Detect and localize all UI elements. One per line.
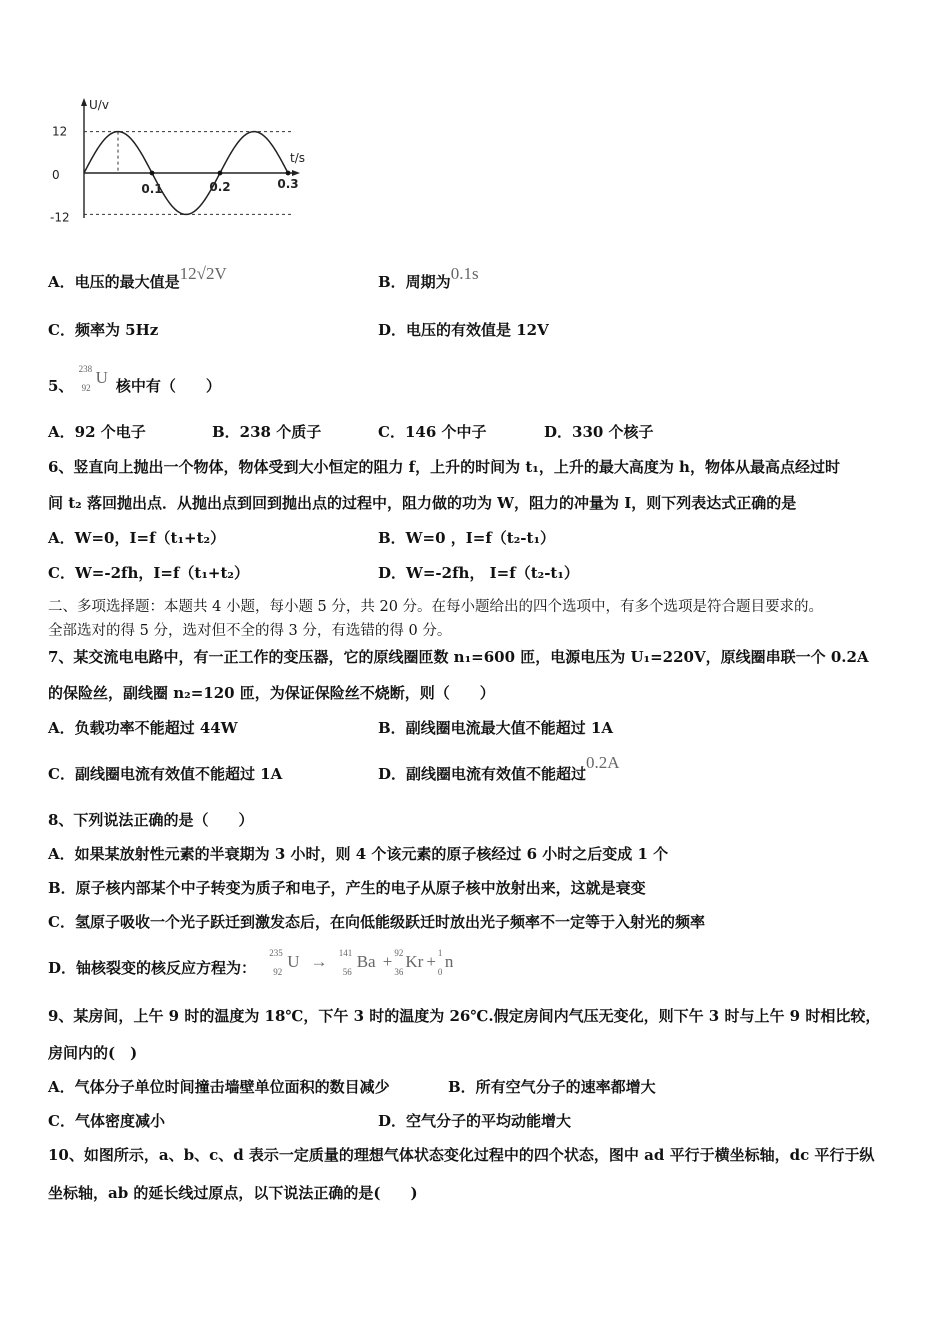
- q9-option-a: A．气体分子单位时间撞击墙壁单位面积的数目减少: [48, 1078, 390, 1096]
- q9-option-d: D．空气分子的平均动能增大: [378, 1112, 572, 1130]
- neutron: [436, 948, 456, 977]
- fission-equation: [269, 948, 456, 977]
- kr92-mass: 92: [394, 948, 404, 958]
- ba141-charge: 56: [342, 967, 352, 977]
- ba141-mass: 141: [338, 948, 353, 958]
- q5-option-b: B．238 个质子: [212, 423, 322, 441]
- u235-charge: 92: [273, 967, 283, 977]
- q7-stem-line2: 的保险丝，副线圈 n₂=120 匝，为保证保险丝不烧断，则（ ）: [48, 684, 495, 702]
- q10-stem-line1: 10、如图所示，a、b、c、d 表示一定质量的理想气体状态变化过程中的四个状态，图中 ad 平行于横坐标轴，dc 平行于纵: [48, 1146, 875, 1164]
- q5-atomic-number: 92: [81, 383, 91, 393]
- q6-stem-line1: 6、竖直向上抛出一个物体，物体受到大小恒定的阻力 f，上升的时间为 t₁，上升的最大高度为 h，物体从最高点经过时: [48, 458, 840, 476]
- y-axis-label: U/v: [89, 98, 109, 112]
- q8-stem: 8、下列说法正确的是（ ）: [48, 811, 254, 829]
- nuclide-ba141: [338, 948, 383, 977]
- q5-stem: [48, 364, 221, 396]
- u235-symbol: U: [287, 952, 300, 971]
- q9-option-b: B．所有空气分子的速率都增大: [448, 1078, 656, 1096]
- q7-option-d: [378, 753, 620, 784]
- x-tick-label-0.2: 0.2: [209, 180, 231, 194]
- u235-mass: 235: [269, 948, 283, 958]
- q6-option-d: D．W=-2fh， I=f（t₂-t₁）: [378, 564, 579, 582]
- q5-option-a: A．92 个电子: [48, 423, 146, 441]
- graph-axes: [81, 98, 300, 218]
- q8-option-c: C．氢原子吸收一个光子跃迁到激发态后，在向低能级跃迁时放出光子频率不一定等于入射光的频率: [48, 913, 705, 931]
- q6-option-a: A．W=0，I=f（t₁+t₂）: [48, 529, 226, 547]
- neutron-mass: 1: [437, 948, 443, 958]
- q6-stem-line2: 间 t₂ 落回抛出点．从抛出点到回到抛出点的过程中，阻力做的功为 W，阻力的冲量为 I，则下列表达式正确的是: [48, 494, 797, 512]
- q9-stem-line2: 房间内的( ): [48, 1044, 138, 1062]
- y-tick-label-0: 0: [52, 168, 60, 182]
- kr92-charge: 36: [394, 967, 404, 977]
- reaction-arrow: →: [310, 952, 328, 971]
- q4-option-a: [48, 264, 227, 292]
- q5-mass-number: 238: [78, 364, 93, 374]
- neutron-symbol: n: [444, 952, 454, 971]
- zero-crossing-point-2: [218, 171, 223, 176]
- q8-option-b: B．原子核内部某个中子转变为质子和电子，产生的电子从原子核中放射出来，这就是衰变: [48, 879, 646, 897]
- kr92-symbol: Kr: [405, 952, 424, 971]
- nuclide-kr92: [392, 948, 426, 977]
- q5-option-d: D．330 个核子: [544, 423, 654, 441]
- voltage-time-graph: [48, 98, 318, 233]
- q10-stem-line2: 坐标轴，ab 的延长线过原点，以下说法正确的是( ): [48, 1184, 418, 1202]
- q8-option-d: [48, 948, 456, 978]
- x-tick-label-0.1: 0.1: [141, 182, 163, 196]
- q5-stem-text: 核中有（ ）: [115, 377, 221, 395]
- q6-option-b: B．W=0 ，I=f（t₂-t₁）: [378, 529, 556, 547]
- ba141-symbol: Ba: [356, 952, 376, 971]
- plus-sign-2: +: [426, 952, 436, 971]
- q4-option-b-value: 0.1s: [450, 264, 479, 283]
- q4-option-b: [378, 264, 479, 292]
- q6-option-c: C．W=-2fh，I=f（t₁+t₂）: [48, 564, 249, 582]
- zero-crossing-point-3: [286, 171, 291, 176]
- q7-option-d-label: D．副线圈电流有效值不能超过: [378, 765, 587, 783]
- q4-option-c: C．频率为 5Hz: [48, 321, 159, 339]
- q9-stem-line1: 9、某房间，上午 9 时的温度为 18℃，下午 3 时的温度为 26℃.假定房间内气压无变化，则下午 3 时与上午 9 时相比较，: [48, 1007, 881, 1025]
- q8-option-d-label: D．铀核裂变的核反应方程为：: [48, 959, 257, 977]
- q7-option-c: C．副线圈电流有效值不能超过 1A: [48, 765, 283, 783]
- x-axis-arrow: [292, 170, 300, 176]
- q8-option-a: A．如果某放射性元素的半衰期为 3 小时，则 4 个该元素的原子核经过 6 小时之后变成 1 个: [48, 845, 669, 863]
- nuclide-u235: [269, 948, 303, 977]
- plus-sign-1: +: [382, 952, 393, 971]
- q5-option-c: C．146 个中子: [378, 423, 487, 441]
- q7-option-b: B．副线圈电流最大值不能超过 1A: [378, 719, 613, 737]
- section2-header-line1: 二、多项选择题：本题共 4 小题，每小题 5 分，共 20 分。在每小题给出的四个选项中，有多个选项是符合题目要求的。: [48, 599, 824, 615]
- y-tick-label--12: -12: [50, 210, 70, 225]
- q4-option-d: D．电压的有效值是 12V: [378, 321, 549, 339]
- q4-option-a-label: A．电压的最大值是: [48, 273, 180, 291]
- neutron-charge: 0: [437, 967, 443, 977]
- q9-option-c: C．气体密度减小: [48, 1112, 165, 1130]
- y-tick-label-12: 12: [52, 124, 68, 139]
- q5-number: 5、: [48, 377, 74, 395]
- x-tick-label-0.3: 0.3: [277, 177, 299, 191]
- x-axis-label: t/s: [290, 151, 305, 165]
- q7-option-a: A．负载功率不能超过 44W: [48, 719, 238, 737]
- q5-uranium-nuclide: [78, 364, 111, 393]
- section2-header-line2: 全部选对的得 5 分，选对但不全的得 3 分，有选错的得 0 分。: [48, 623, 452, 639]
- graph-marks: [50, 98, 305, 224]
- q4-option-b-label: B．周期为: [378, 273, 451, 291]
- y-axis-arrow: [81, 98, 87, 106]
- q5-symbol: U: [95, 368, 108, 387]
- zero-crossing-point-1: [150, 171, 155, 176]
- q7-stem-line1: 7、某交流电电路中，有一正工作的变压器，它的原线圈匝数 n₁=600 匝，电源电压为 U₁=220V，原线圈串联一个 0.2A: [48, 648, 869, 666]
- q4-option-a-value: 12√2V: [179, 264, 227, 283]
- q7-option-d-value: 0.2A: [586, 753, 620, 772]
